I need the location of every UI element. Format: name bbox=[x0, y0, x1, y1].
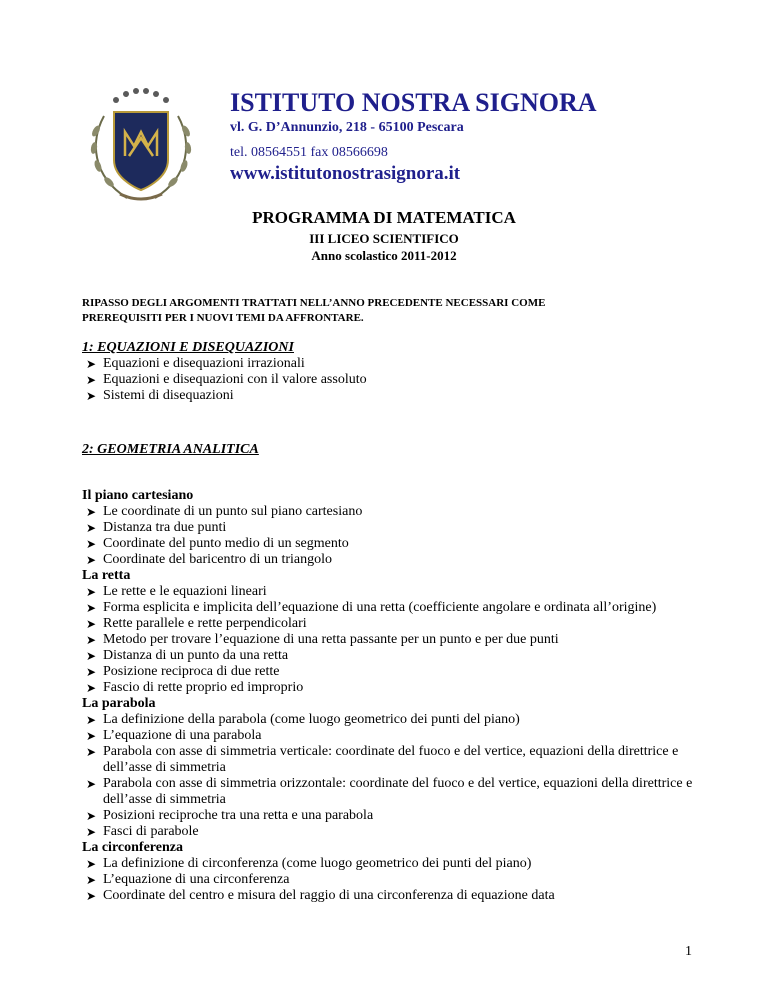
list-item: ➤ Fascio di rette proprio ed improprio bbox=[86, 680, 304, 695]
arrow-bullet-icon: ➤ bbox=[86, 373, 97, 387]
arrow-bullet-icon: ➤ bbox=[86, 665, 97, 679]
program-year: Anno scolastico 2011-2012 bbox=[311, 248, 457, 263]
subsection-title: Il piano cartesiano bbox=[82, 488, 194, 503]
arrow-bullet-icon: ➤ bbox=[86, 505, 97, 519]
arrow-bullet-icon: ➤ bbox=[86, 617, 97, 631]
arrow-bullet-icon: ➤ bbox=[86, 825, 97, 839]
arrow-bullet-icon: ➤ bbox=[86, 777, 97, 791]
list-item: ➤ Fasci di parabole bbox=[86, 824, 199, 839]
list-item: ➤ Equazioni e disequazioni con il valore assoluto bbox=[86, 372, 367, 387]
list-item: ➤ Parabola con asse di simmetria orizzontale: coordinate del fuoco e del vertice, equazioni della direttrice e dell’asse di simmetria bbox=[86, 776, 693, 807]
subsection-title: La parabola bbox=[82, 696, 156, 711]
arrow-bullet-icon: ➤ bbox=[86, 713, 97, 727]
arrow-bullet-icon: ➤ bbox=[86, 521, 97, 535]
list-item: ➤ La definizione di circonferenza (come luogo geometrico dei punti del piano) bbox=[86, 856, 532, 871]
intro-line: RIPASSO DEGLI ARGOMENTI TRATTATI NELL’ANNO PRECEDENTE NECESSARI COME bbox=[82, 297, 546, 309]
circonferenza-list bbox=[82, 856, 702, 904]
list-item: ➤ L’equazione di una parabola bbox=[86, 728, 262, 743]
subsection-title: La circonferenza bbox=[82, 840, 183, 855]
subsection-title: La retta bbox=[82, 568, 131, 583]
institute-address: vl. G. D’Annunzio, 218 - 65100 Pescara bbox=[230, 120, 464, 135]
list-item: ➤ Coordinate del punto medio di un segmento bbox=[86, 536, 349, 551]
list-item: ➤ Coordinate del baricentro di un triangolo bbox=[86, 552, 332, 567]
arrow-bullet-icon: ➤ bbox=[86, 889, 97, 903]
retta-list bbox=[82, 584, 702, 696]
page-number: 1 bbox=[685, 944, 692, 959]
arrow-bullet-icon: ➤ bbox=[86, 601, 97, 615]
list-item: ➤ Coordinate del centro e misura del raggio di una circonferenza di equazione data bbox=[86, 888, 555, 903]
arrow-bullet-icon: ➤ bbox=[86, 729, 97, 743]
section1-list bbox=[82, 356, 702, 404]
list-item: ➤ Posizione reciproca di due rette bbox=[86, 664, 280, 679]
arrow-bullet-icon: ➤ bbox=[86, 389, 97, 403]
list-item: ➤ Le coordinate di un punto sul piano cartesiano bbox=[86, 504, 363, 519]
list-item: ➤ Metodo per trovare l’equazione di una retta passante per un punto e per due punti bbox=[86, 632, 559, 647]
program-content bbox=[82, 340, 702, 904]
list-item: ➤ Sistemi di disequazioni bbox=[86, 388, 234, 403]
arrow-bullet-icon: ➤ bbox=[86, 585, 97, 599]
arrow-bullet-icon: ➤ bbox=[86, 873, 97, 887]
institute-website-link[interactable]: www.istitutonostrasignora.it bbox=[230, 163, 461, 184]
parabola-list bbox=[82, 712, 702, 840]
program-title: PROGRAMMA DI MATEMATICA bbox=[252, 208, 516, 227]
list-item: ➤ Distanza di un punto da una retta bbox=[86, 648, 289, 663]
arrow-bullet-icon: ➤ bbox=[86, 553, 97, 567]
institute-name: ISTITUTO NOSTRA SIGNORA bbox=[230, 88, 597, 117]
piano-list bbox=[82, 504, 702, 568]
institute-crest-icon bbox=[82, 86, 200, 210]
arrow-bullet-icon: ➤ bbox=[86, 681, 97, 695]
arrow-bullet-icon: ➤ bbox=[86, 357, 97, 371]
arrow-bullet-icon: ➤ bbox=[86, 809, 97, 823]
program-class: III LICEO SCIENTIFICO bbox=[309, 231, 459, 246]
list-item: ➤ Posizioni reciproche tra una retta e una parabola bbox=[86, 808, 374, 823]
list-item: ➤ Equazioni e disequazioni irrazionali bbox=[86, 356, 305, 371]
list-item: ➤ L’equazione di una circonferenza bbox=[86, 872, 290, 887]
arrow-bullet-icon: ➤ bbox=[86, 745, 97, 759]
list-item: ➤ La definizione della parabola (come luogo geometrico dei punti del piano) bbox=[86, 712, 520, 727]
intro-paragraph bbox=[82, 296, 682, 326]
list-item: ➤ Le rette e le equazioni lineari bbox=[86, 584, 267, 599]
arrow-bullet-icon: ➤ bbox=[86, 537, 97, 551]
arrow-bullet-icon: ➤ bbox=[86, 857, 97, 871]
section-heading: 2: GEOMETRIA ANALITICA bbox=[82, 442, 259, 457]
section-heading: 1: EQUAZIONI E DISEQUAZIONI bbox=[82, 340, 294, 355]
list-item: ➤ Rette parallele e rette perpendicolari bbox=[86, 616, 307, 631]
intro-line: PREREQUISITI PER I NUOVI TEMI DA AFFRONTARE. bbox=[82, 312, 364, 324]
arrow-bullet-icon: ➤ bbox=[86, 649, 97, 663]
arrow-bullet-icon: ➤ bbox=[86, 633, 97, 647]
list-item: ➤ Distanza tra due punti bbox=[86, 520, 227, 535]
institute-contacts: tel. 08564551 fax 08566698 bbox=[230, 145, 388, 160]
list-item: ➤ Parabola con asse di simmetria verticale: coordinate del fuoco e del vertice, equazioni della direttrice e dell’asse di simmetria bbox=[86, 744, 679, 775]
list-item: ➤ Forma esplicita e implicita dell’equazione di una retta (coefficiente angolare e ordinata all’origine) bbox=[86, 600, 657, 615]
